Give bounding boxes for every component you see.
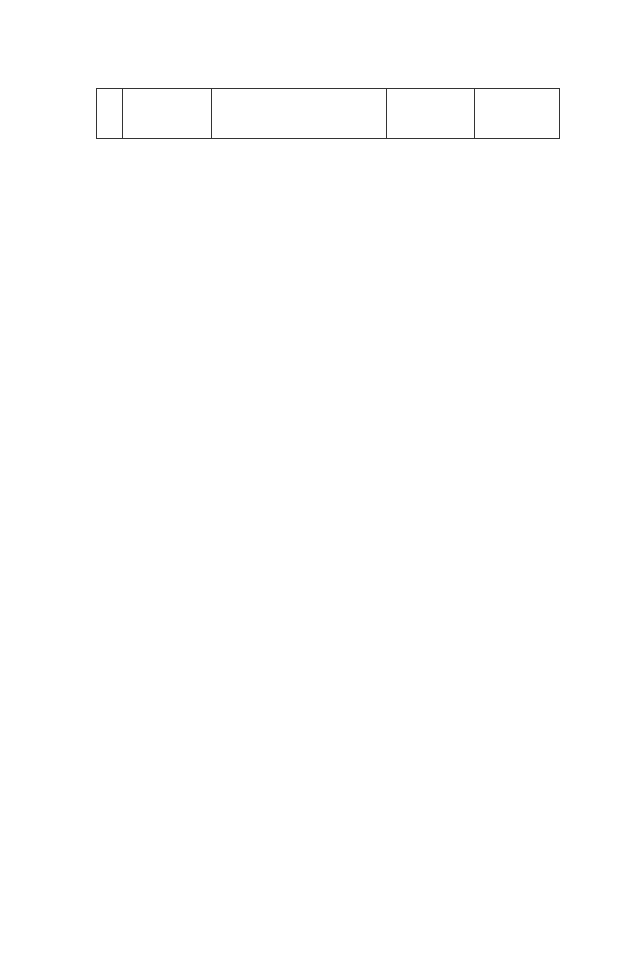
header-komponen: [123, 89, 212, 139]
header-pelaksanaan: [474, 89, 559, 139]
budget-table: [96, 88, 560, 139]
header-item: [212, 89, 386, 139]
header-no: [97, 89, 123, 139]
header-biaya: [386, 89, 474, 139]
table-header-row: [97, 89, 560, 139]
